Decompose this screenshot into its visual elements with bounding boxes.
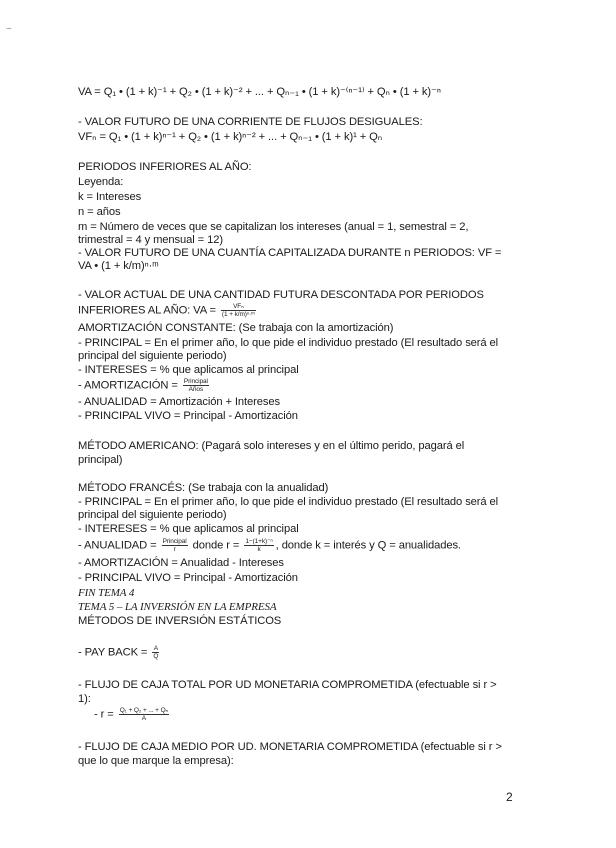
metodo-frances-title: MÉTODO FRANCÉS: (Se trabaja con la anualidad) <box>78 482 329 494</box>
tema5-heading: TEMA 5 – LA INVERSIÓN EN LA EMPRESA <box>78 601 277 613</box>
metodos-estaticos-heading: MÉTODOS DE INVERSIÓN ESTÁTICOS <box>78 615 282 627</box>
r-fraction-num: 1−(1+k)⁻ⁿ <box>245 538 273 545</box>
metodo-americano-line1: MÉTODO AMERICANO: (Pagará solo intereses y en el último perido, pagará el <box>78 440 465 452</box>
amortizacion-constante-title: AMORTIZACIÓN CONSTANTE: (Se trabaja con la amortización) <box>78 322 394 334</box>
periodos-title: PERIODOS INFERIORES AL AÑO: <box>78 161 252 173</box>
flujo-total-line1: - FLUJO DE CAJA TOTAL POR UD MONETARIA COMPROMETIDA (efectuable si r > <box>78 679 497 691</box>
principal-line2: principal del siguiente periodo) <box>78 350 227 362</box>
m-definition-line2: trimestral = 4 y mensual = 12) <box>78 234 223 246</box>
flujo-total-formula-label: - r = <box>94 708 114 721</box>
va-fraction <box>221 303 256 318</box>
fr-anualidad-tail: , donde k = interés y Q = anualidades. <box>275 539 461 552</box>
vf-desiguales-formula: VFₙ = Q₁ • (1 + k)ⁿ⁻¹ + Q₂ • (1 + k)ⁿ⁻² + ... + Qₙ₋₁ • (1 + k)¹ + Qₙ <box>78 131 383 143</box>
fr-principal-line1: - PRINCIPAL = En el primer año, lo que pide el individuo prestado (El resultado será el <box>78 496 499 508</box>
va-fraction-den: (1 + k/m)ⁿ·ᵐ <box>221 311 255 318</box>
amortizacion-fraction-den: Años <box>188 386 204 393</box>
metodo-americano-line2: principal) <box>78 454 123 466</box>
flujo-fraction <box>119 707 169 722</box>
fr-amortizacion-line: - AMORTIZACIÓN = Anualidad - Intereses <box>78 557 284 569</box>
vf-desiguales-title: - VALOR FUTURO DE UNA CORRIENTE DE FLUJOS DESIGUALES: <box>78 116 423 128</box>
fr-intereses-line: - INTERESES = % que aplicamos al principal <box>78 523 299 535</box>
flujo-medio-line2: que lo que marque la empresa): <box>78 755 234 767</box>
va-compound-formula: VA • (1 + k/m)ⁿ·ᵐ <box>78 260 159 272</box>
payback-fraction-den: Q <box>153 653 159 660</box>
anualidad-fraction-num: Principal <box>162 538 187 545</box>
va-cantidad-label: INFERIORES AL AÑO: VA = <box>78 304 216 317</box>
amortizacion-line <box>78 378 211 393</box>
pay-back-label: - PAY BACK = <box>78 646 148 659</box>
fr-anualidad-donde: donde r = <box>192 539 240 552</box>
pay-back-line <box>78 645 161 660</box>
payback-fraction <box>152 645 159 660</box>
fr-anualidad-line <box>78 538 461 553</box>
fr-principal-vivo-line: - PRINCIPAL VIVO = Principal - Amortización <box>78 572 298 584</box>
fr-principal-line2: principal del siguiente periodo) <box>78 509 227 521</box>
payback-fraction-num: A <box>153 645 158 652</box>
m-definition-line1: m = Número de veces que se capitalizan los intereses (anual = 1, semestral = 2, <box>78 221 469 233</box>
intereses-line: - INTERESES = % que aplicamos al principal <box>78 364 299 376</box>
va-cantidad-line1: - VALOR ACTUAL DE UNA CANTIDAD FUTURA DESCONTADA POR PERIODOS <box>78 289 484 301</box>
amortizacion-label: - AMORTIZACIÓN = <box>78 379 178 392</box>
fin-tema-heading: FIN TEMA 4 <box>78 587 135 599</box>
page-number: 2 <box>506 790 513 804</box>
leyenda-label: Leyenda: <box>78 176 124 188</box>
fr-anualidad-label: - ANUALIDAD = <box>78 539 157 552</box>
flujo-fraction-num: Q₁ + Q₂ + ... + Qₙ <box>119 707 169 714</box>
flujo-fraction-den: A <box>141 715 146 722</box>
flujo-medio-line1: - FLUJO DE CAJA MEDIO POR UD. MONETARIA COMPROMETIDA (efectuable si r > <box>78 741 502 753</box>
corner-mark: ~ <box>6 24 12 35</box>
principal-vivo-line: - PRINCIPAL VIVO = Principal - Amortización <box>78 410 298 422</box>
flujo-total-formula <box>94 707 171 722</box>
amortizacion-fraction <box>183 378 209 393</box>
va-fraction-num: VFₙ <box>221 303 256 311</box>
va-cantidad-line2 <box>78 303 258 318</box>
va-formula: VA = Q₁ • (1 + k)⁻¹ + Q₂ • (1 + k)⁻² + ... + Qₙ₋₁ • (1 + k)⁻⁽ⁿ⁻¹⁾ + Qₙ • (1 + k)⁻ⁿ <box>78 86 441 98</box>
amortizacion-fraction-num: Principal <box>183 378 208 385</box>
r-fraction <box>244 538 273 553</box>
k-definition: k = Intereses <box>78 191 142 203</box>
anualidad-fraction <box>162 538 188 553</box>
anualidad-line: - ANUALIDAD = Amortización + Intereses <box>78 396 281 408</box>
flujo-total-line2: 1): <box>78 693 91 705</box>
anualidad-fraction-den: r <box>173 546 176 553</box>
n-definition: n = años <box>78 206 121 218</box>
vf-cuantia-title: - VALOR FUTURO DE UNA CUANTÍA CAPITALIZADA DURANTE n PERIODOS: VF = <box>78 247 502 259</box>
r-fraction-den: k <box>257 546 261 553</box>
principal-line1: - PRINCIPAL = En el primer año, lo que pide el individuo prestado (El resultado será el <box>78 337 499 349</box>
